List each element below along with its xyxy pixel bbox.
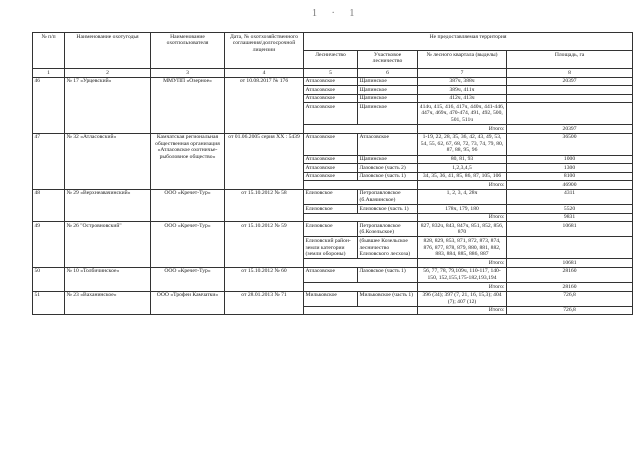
record-user: Камчатская региональная общественная организация «Атласовское охотничье-рыболовное общество» xyxy=(151,133,225,189)
header-agreement: Дата, № охотхозяйственного соглашения/долгосрочной лицензии xyxy=(225,33,304,69)
record-quarters: 178ч, 179, 180 xyxy=(418,205,507,214)
record-number: 51 xyxy=(33,291,65,315)
record-district-forestry: Мильковское (часть 1) xyxy=(358,291,418,306)
record-forestry: Атласовское xyxy=(304,267,358,282)
record-agreement: от 28.01.2013 № 71 xyxy=(225,291,304,315)
column-number-cell: 6 xyxy=(358,69,418,78)
header-ground-name: Наименование охотугодья xyxy=(65,33,151,69)
record-area xyxy=(507,237,633,259)
record-district-forestry: Петропавловское (б.Козельское) xyxy=(358,222,418,237)
record-user: ООО «Кречет-Тур» xyxy=(151,267,225,291)
record-agreement: от 15.10.2012 № 60 xyxy=(225,267,304,291)
record-number: 47 xyxy=(33,133,65,189)
total-label: Итого: xyxy=(418,283,507,292)
header-group-territory: Не предоставляемая территория xyxy=(304,33,633,51)
record-forestry: Атласовское xyxy=(304,103,358,125)
record-agreement: от 15.10.2012 № 59 xyxy=(225,222,304,268)
total-value: 10681 xyxy=(507,259,633,268)
column-number-cell: 7 xyxy=(418,69,507,78)
record-user: ООО «Кречет-Тур» xyxy=(151,222,225,268)
record-district-forestry: Щапинское xyxy=(358,77,418,86)
total-value: 28160 xyxy=(507,283,633,292)
record-user: ООО «Кречет-Тур» xyxy=(151,189,225,221)
record-quarters: 1-19, 22, 28, 35, 36, 42, 43, 49, 53, 54, 55, 62, 67, 68, 72, 73, 74, 79, 80, 87, 88, 95, 96 xyxy=(418,133,507,155)
record-area: 726,8 xyxy=(507,291,633,306)
record-area: 36500 xyxy=(507,133,633,155)
record-district-forestry: Елизовское (часть 1) xyxy=(358,205,418,214)
record-ground-name: № 23 «Ваханинское» xyxy=(65,291,151,315)
record-area: 1000 xyxy=(507,155,633,164)
total-label: Итого: xyxy=(418,306,507,315)
table-row xyxy=(33,77,633,86)
total-label: Итого: xyxy=(418,125,507,134)
total-spacer xyxy=(304,125,418,134)
table-row xyxy=(33,267,633,282)
record-forestry: Атласовское xyxy=(304,86,358,95)
record-forestry: Атласовское xyxy=(304,155,358,164)
hunting-grounds-table xyxy=(32,32,633,315)
column-number-cell: 1 xyxy=(33,69,65,78)
total-value: 9831 xyxy=(507,213,633,222)
record-agreement: от 15.10.2012 № 58 xyxy=(225,189,304,221)
record-user: ООО «Трофеи Камчатки» xyxy=(151,291,225,315)
record-forestry: Елизовское xyxy=(304,205,358,214)
record-forestry: Мильковское xyxy=(304,291,358,306)
record-district-forestry: Атласовское xyxy=(358,133,418,155)
record-forestry: Атласовское xyxy=(304,172,358,181)
record-area: 28160 xyxy=(507,267,633,282)
record-district-forestry: Щапинское xyxy=(358,155,418,164)
header-user: Наименование охотпользователя xyxy=(151,33,225,69)
table-row xyxy=(33,222,633,237)
total-value: 20397 xyxy=(507,125,633,134)
record-area xyxy=(507,103,633,125)
record-area: 8100 xyxy=(507,172,633,181)
header-area: Площадь, га xyxy=(507,51,633,69)
table-body xyxy=(33,77,633,315)
record-area: 10681 xyxy=(507,222,633,237)
record-quarters: 828, 829, 853, 871, 872, 873, 874, 876, 877, 878, 879, 880, 881, 882, 883, 884, 885, 886, 887 xyxy=(418,237,507,259)
record-number: 49 xyxy=(33,222,65,268)
record-quarters: 827, 832ч, 843, 847ч, 851, 852, 856, 870 xyxy=(418,222,507,237)
record-ground-name: № 26 "Островновский" xyxy=(65,222,151,268)
total-spacer xyxy=(304,259,418,268)
record-forestry: Атласовское xyxy=(304,77,358,86)
record-forestry: Елизовский район- земли категории (земли обороны) xyxy=(304,237,358,259)
column-number-cell: 8 xyxy=(507,69,633,78)
column-number-cell: 2 xyxy=(65,69,151,78)
record-quarters: 1,2,3,4,5 xyxy=(418,164,507,173)
handwritten-marks: 1 · 1 xyxy=(312,8,361,19)
record-ground-name: № 29 «Верхнеавачинский» xyxy=(65,189,151,221)
record-ground-name: № 32 «Атласовский» xyxy=(65,133,151,189)
record-quarters: 34, 35, 36, 41, 85, 86, 87, 105, 106 xyxy=(418,172,507,181)
record-quarters: 56, 77, 78, 79,109ч, 110-117, 140-150, 152,155,175-182,193,194 xyxy=(418,267,507,282)
total-value: 726,8 xyxy=(507,306,633,315)
record-ground-name: № 17 «Урцевский» xyxy=(65,77,151,133)
record-quarters: 80, 81, 93 xyxy=(418,155,507,164)
table-header xyxy=(33,33,633,78)
total-spacer xyxy=(304,306,418,315)
record-district-forestry: Щапинское xyxy=(358,86,418,95)
table-row xyxy=(33,291,633,306)
record-forestry: Атласовское xyxy=(304,164,358,173)
total-label: Итого: xyxy=(418,181,507,190)
total-label: Итого: xyxy=(418,213,507,222)
record-user: ММУПП «Озерное» xyxy=(151,77,225,133)
record-quarters: 1, 2, 3, 4, 28ч xyxy=(418,189,507,204)
record-district-forestry: Лазовское (часть 1) xyxy=(358,267,418,282)
table-row xyxy=(33,189,633,204)
record-number: 48 xyxy=(33,189,65,221)
total-label: Итого: xyxy=(418,259,507,268)
table-row xyxy=(33,133,633,155)
header-quarters: № лесного квартала (выделы) xyxy=(418,51,507,69)
record-district-forestry: Петропавловское (б.Авачинское) xyxy=(358,189,418,204)
record-district-forestry: Щапинское xyxy=(358,94,418,103)
record-ground-name: № 10 «Толбичинское» xyxy=(65,267,151,291)
record-area: 1300 xyxy=(507,164,633,173)
record-number: 46 xyxy=(33,77,65,133)
column-number-cell: 5 xyxy=(304,69,358,78)
column-number-cell: 3 xyxy=(151,69,225,78)
record-agreement: от 01.06.2005 серия ХХ : 5439 xyxy=(225,133,304,189)
record-quarters: 414ч, 415, 416, 417ч, 440ч, 441-446, 447ч, 469ч, 470-474, 491, 492, 500, 501, 511ч xyxy=(418,103,507,125)
record-district-forestry: Лазовское (часть 2) xyxy=(358,164,418,173)
header-forestry: Лесничество xyxy=(304,51,358,69)
record-district-forestry: Щапинское xyxy=(358,103,418,125)
header-district-forestry: Участковое лесничество xyxy=(358,51,418,69)
header-number-row xyxy=(33,69,633,78)
total-value: 46900 xyxy=(507,181,633,190)
record-district-forestry: Лазовское (часть 1) xyxy=(358,172,418,181)
total-spacer xyxy=(304,283,418,292)
record-forestry: Атласовское xyxy=(304,94,358,103)
record-area: 4311 xyxy=(507,189,633,204)
record-area: 20397 xyxy=(507,77,633,86)
record-forestry: Елизовское xyxy=(304,189,358,204)
record-agreement: от 10.08.2017 № 176 xyxy=(225,77,304,133)
header-number: № п/п xyxy=(33,33,65,69)
record-area: 5520 xyxy=(507,205,633,214)
total-spacer xyxy=(304,181,418,190)
record-district-forestry: (бывшее Козельское лесничество Елизовского лесхоза) xyxy=(358,237,418,259)
column-number-cell: 4 xyxy=(225,69,304,78)
record-quarters: 396 (34); 397 (7, 21, 16, 15,3); 404 (7); 407 (12) xyxy=(418,291,507,306)
record-area xyxy=(507,94,633,103)
record-forestry: Елизовское xyxy=(304,222,358,237)
record-area xyxy=(507,86,633,95)
record-quarters: 412ч, 413ч xyxy=(418,94,507,103)
record-number: 50 xyxy=(33,267,65,291)
record-quarters: 389ч, 411ч xyxy=(418,86,507,95)
total-spacer xyxy=(304,213,418,222)
record-forestry: Атласовское xyxy=(304,133,358,155)
record-quarters: 387ч, 388ч xyxy=(418,77,507,86)
